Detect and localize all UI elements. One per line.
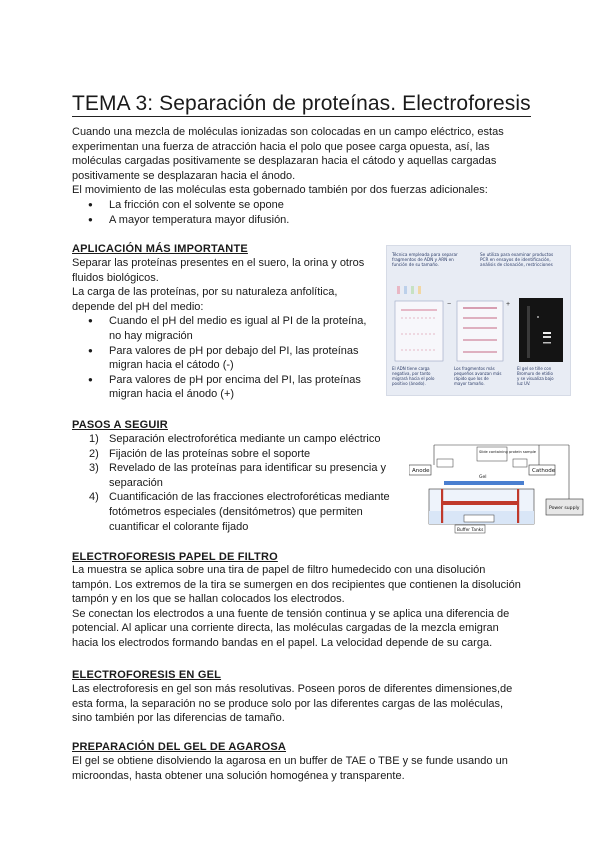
- aplicacion-line: fluidos biológicos.: [72, 271, 159, 284]
- gel-electrophoresis-figure: [386, 245, 571, 396]
- fig1-bottom-mid-line: rápido que los de: [454, 376, 489, 381]
- papel-line: tampón y en los que se hallan colocados los electrodos.: [72, 593, 345, 606]
- electrophoresis-apparatus-figure: [409, 441, 584, 541]
- intro-line: positivamente se desplazaran hacia el ánodo.: [72, 169, 296, 182]
- anode-label: Anode: [412, 468, 430, 474]
- papel-line: hacia los electrodos formando bandas en el papel. La velocidad depende de su carga.: [72, 636, 493, 649]
- papel-line: tampón. Los extremos de la tira se sumergen en dos recipientes que contienen la disolución: [72, 578, 521, 591]
- fig1-bottom-mid-line: mayor tamaño.: [454, 381, 485, 386]
- fig1-top-left-line: función de su tamaño.: [392, 262, 439, 267]
- fig1-bottom-mid-line: Los fragmentos más: [454, 366, 495, 371]
- intro-bullet-list: [72, 198, 532, 227]
- aplicacion-line: Separar las proteínas presentes en el suero, la orina y otros: [72, 257, 365, 269]
- fig1-top-right-line: análisis de clonación, restricciones: [480, 262, 553, 267]
- papel-paragraph: [72, 563, 532, 651]
- fig1-bottom-left-line: El ADN tiene carga: [392, 366, 430, 371]
- uv-gel-image: [519, 298, 563, 362]
- pasos-list-block: [72, 432, 402, 534]
- list-item: 3) Revelado de las proteínas para identificar su presencia y separación: [89, 462, 386, 489]
- intro-line: moléculas cargadas positivamente se desplazaran hacia el cátodo y aquellas cargadas: [72, 155, 497, 168]
- list-item: ● La fricción con el solvente se opone: [72, 198, 532, 213]
- list-item: ● Para valores de pH por debajo del PI, las proteínas migran hacia el cátodo (-): [72, 344, 377, 373]
- fig1-top-right-line: Se utiliza para examinar productos: [480, 252, 554, 257]
- fig1-bottom-mid-line: pequeños avanzan más: [454, 371, 502, 376]
- section-heading-agarosa: PREPARACIÓN DEL GEL DE AGAROSA: [72, 741, 287, 753]
- fig1-bottom-right-line: luz UV.: [517, 381, 531, 386]
- list-item: 1) Separación electroforética mediante un campo eléctrico: [89, 433, 381, 445]
- papel-line: La muestra se aplica sobre una tira de papel de filtro humedecido con una disolución: [72, 564, 486, 576]
- sample-tubes-icon: [397, 286, 421, 294]
- aplicacion-line: depende del pH del medio:: [72, 300, 204, 313]
- list-item: ● A mayor temperatura mayor difusión.: [72, 213, 532, 228]
- intro-line: El movimiento de las moléculas esta gobernado también por dos fuerzas adicionales:: [72, 184, 488, 197]
- fig1-top-left-line: Técnica empleada para separar: [392, 252, 458, 257]
- agarosa-line: El gel se obtiene disolviendo la agarosa en un buffer de TAE o TBE y se funde usando un: [72, 755, 508, 767]
- fig1-bottom-left-line: migrará hacia el polo: [392, 376, 435, 381]
- fig1-top-left-line: fragmentos de ADN y ARN en: [392, 257, 454, 262]
- buffer-tanks-label: Buffer Tanks: [457, 528, 484, 533]
- fig1-top-right-line: PCR en ensayos de identificación,: [480, 257, 551, 262]
- section-heading-pasos: PASOS A SEGUIR: [72, 419, 168, 431]
- section-heading-aplicacion: APLICACIÓN MÁS IMPORTANTE: [72, 243, 248, 255]
- pasos-ordered-list: [72, 432, 402, 534]
- intro-line: experimentan una fuerza de atracción hacia el polo que posee carga opuesta, así, las: [72, 140, 490, 153]
- gel-label: Gel: [479, 475, 487, 480]
- fig1-bottom-right-line: y se visualiza bajo: [517, 376, 554, 381]
- papel-line: potencial. Al aplicar una corriente directa, las moléculas cargadas de la mezcla emigran: [72, 622, 499, 635]
- intro-line: Cuando una mezcla de moléculas ionizadas son colocadas en un campo eléctrico, estas: [72, 126, 504, 138]
- aplicacion-bullet-list: [72, 314, 377, 402]
- power-supply-label: Power supply: [549, 506, 580, 511]
- agarosa-paragraph: [72, 754, 532, 783]
- agarosa-line: microondas, hasta obtener una solución homogénea y transparente.: [72, 769, 405, 782]
- list-item: 2) Fijación de las proteínas sobre el soporte: [89, 447, 311, 460]
- fig1-bottom-left-line: positivo (ánodo).: [392, 381, 426, 386]
- slide-label: Slide containing protein sample: [479, 450, 536, 454]
- intro-paragraph: [72, 125, 532, 227]
- gel-line: esta forma, la separación no se produce solo por las diferentes cargas de las moléculas,: [72, 697, 504, 710]
- cathode-label: Cathode: [532, 468, 556, 474]
- minus-marker: −: [447, 301, 452, 308]
- aplicacion-line: La carga de las proteínas, por su naturaleza anfolítica,: [72, 286, 338, 299]
- gel-line: sino también por las diferencias de tamaño.: [72, 712, 285, 725]
- aplicacion-paragraph: [72, 256, 377, 402]
- fig1-bottom-right-line: El gel se tiñe con: [517, 366, 552, 371]
- plus-marker: +: [506, 301, 511, 308]
- fig1-bottom-right-line: Bromuro de etidio: [517, 371, 553, 376]
- page-title: TEMA 3: Separación de proteínas. Electroforesis: [72, 92, 531, 115]
- list-item: 4) Cuantificación de las fracciones electroforéticas mediante fotómetros especiales (densitómetros) que permiten cuantificar el colorante fijado: [89, 491, 390, 533]
- gel-line: Las electroforesis en gel son más resolutivas. Poseen poros de diferentes dimensiones,de: [72, 683, 513, 695]
- gel-top-strip: [444, 481, 524, 485]
- section-heading-papel: ELECTROFORESIS PAPEL DE FILTRO: [72, 551, 278, 563]
- gel-paragraph: [72, 682, 532, 726]
- papel-line: Se conectan los electrodos a una fuente de tensión continua y se aplica una diferencia de: [72, 607, 510, 620]
- list-item: ● Cuando el pH del medio es igual al PI de la proteína, no hay migración: [72, 314, 377, 343]
- list-item: ● Para valores de pH por encima del PI, las proteínas migran hacia el ánodo (+): [72, 373, 377, 402]
- section-heading-gel: ELECTROFORESIS EN GEL: [72, 669, 222, 681]
- fig1-bottom-left-line: negativa, por tanto: [392, 371, 431, 376]
